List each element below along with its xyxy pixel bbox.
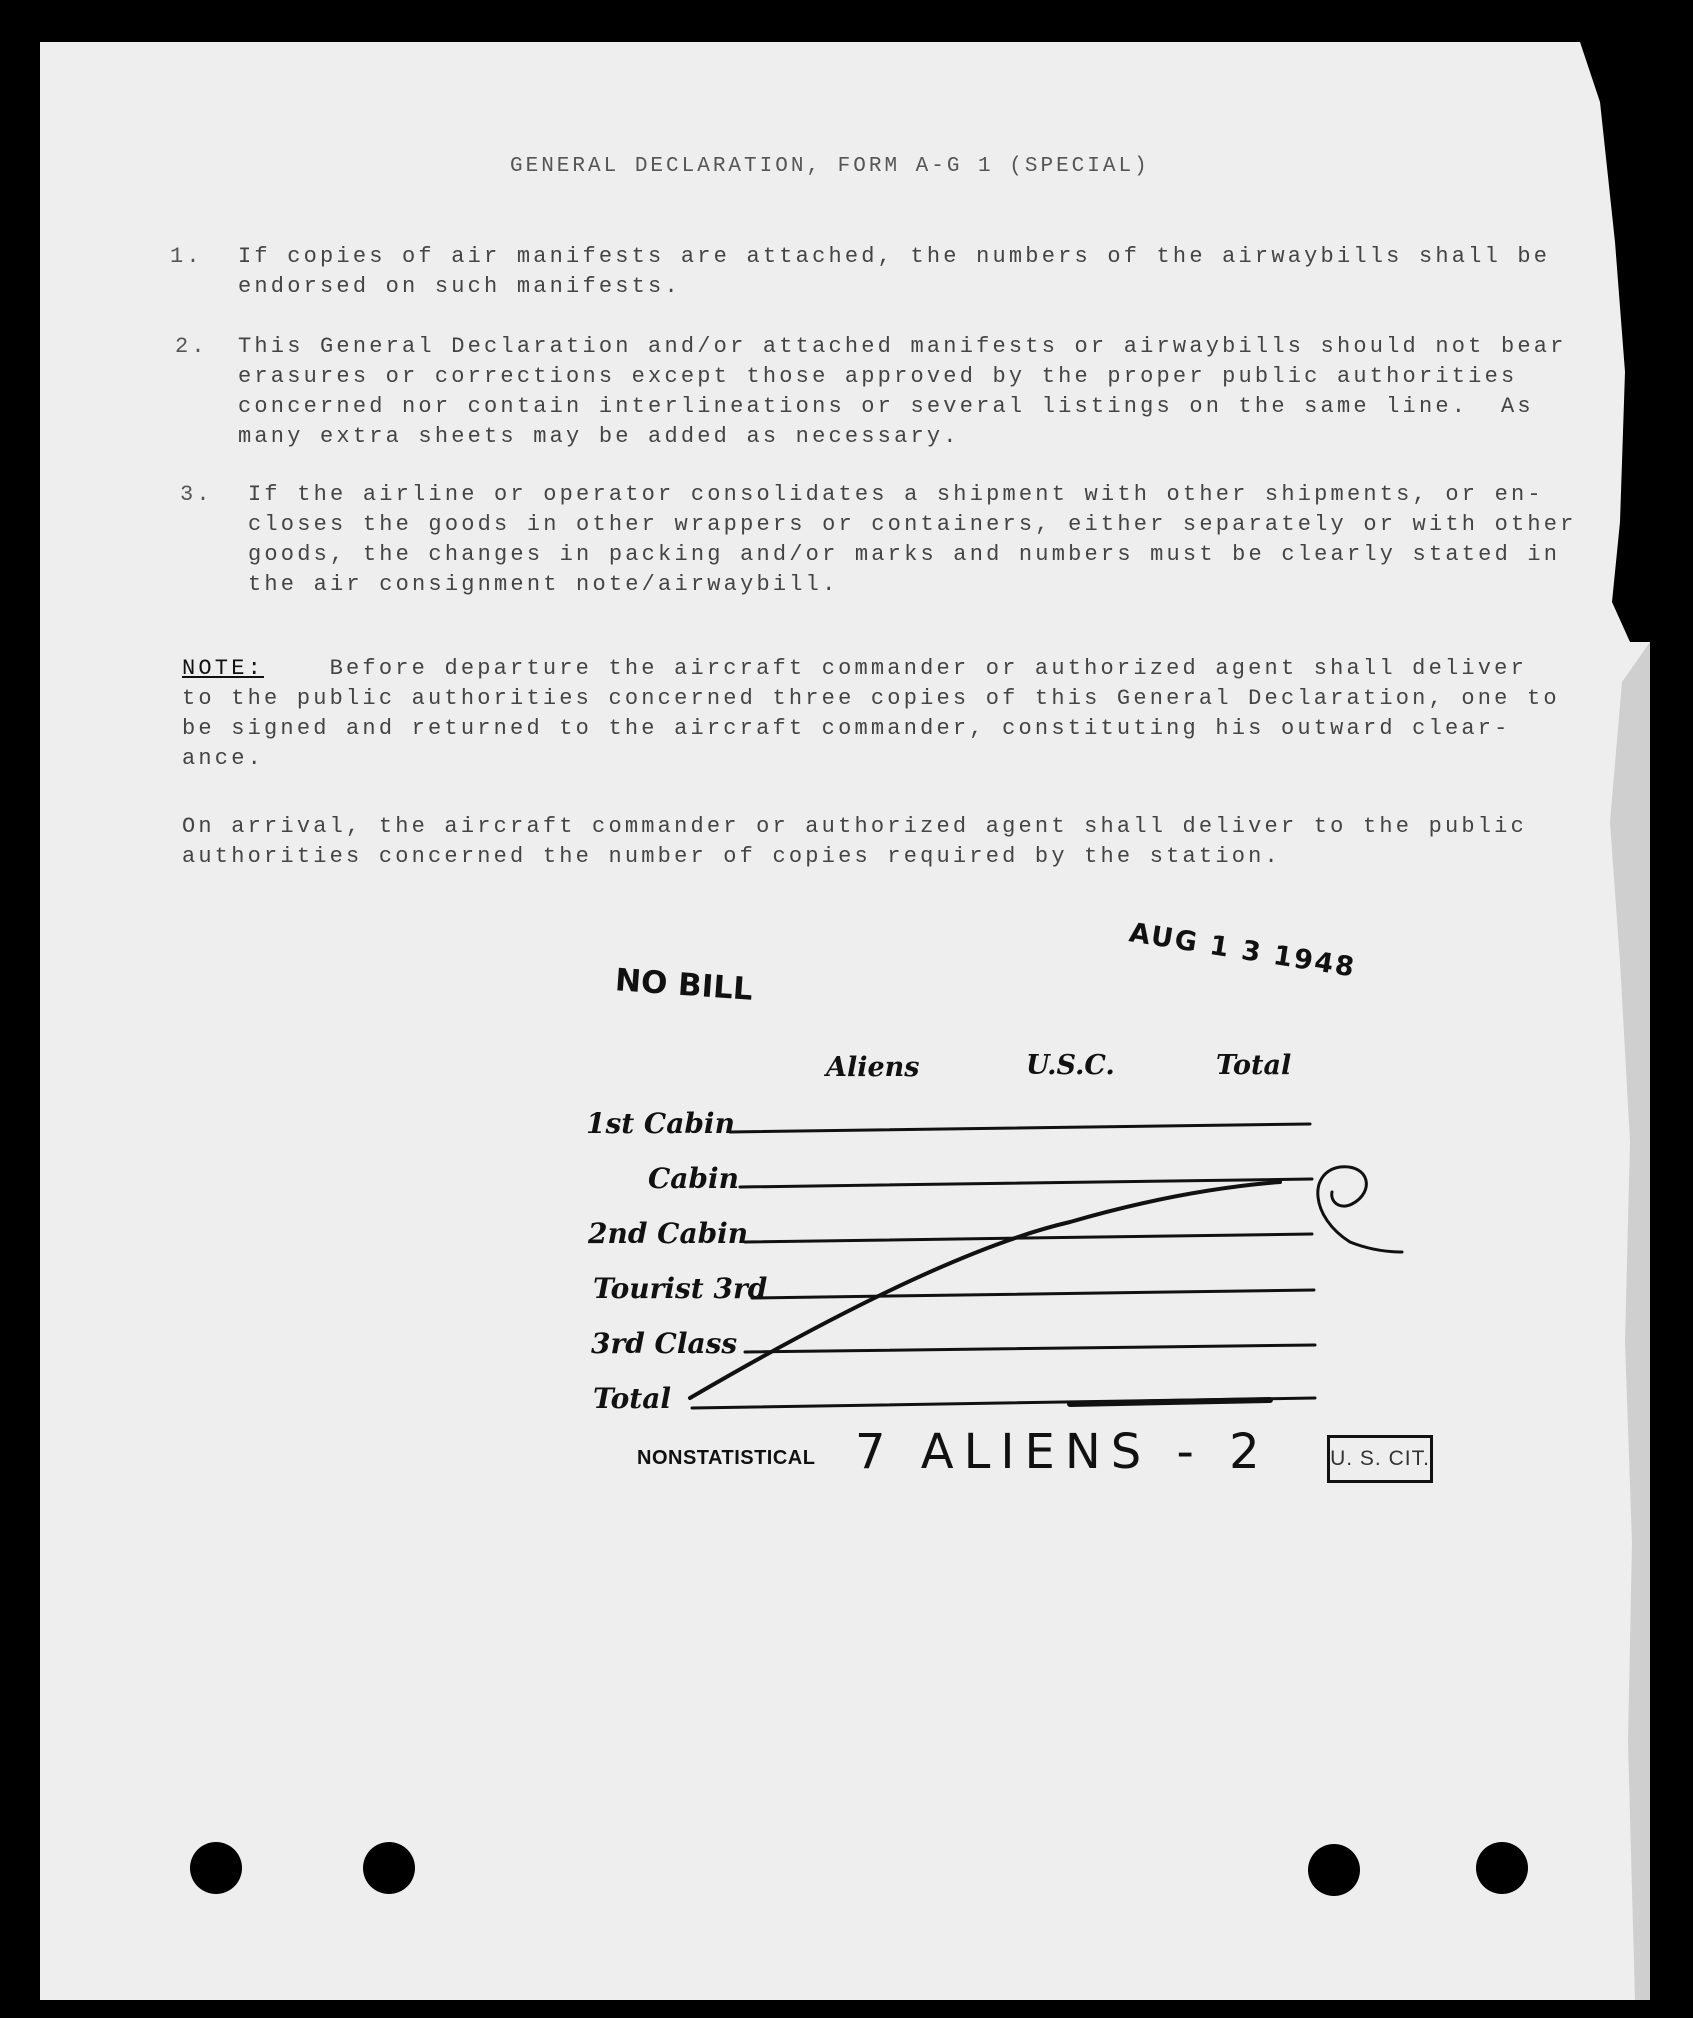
- item-line: This General Declaration and/or attached manifests or airwaybills should not bear: [238, 334, 1567, 359]
- item-line: concerned nor contain interlineations or several listings on the same line. As: [238, 394, 1534, 419]
- item-number: 2.: [175, 334, 208, 359]
- column-header-aliens: Aliens: [826, 1052, 920, 1083]
- note-first-line: Before departure the aircraft commander or authorized agent shall deliver: [264, 656, 1527, 681]
- item-line: the air consignment note/airwaybill.: [248, 572, 839, 597]
- document-page: [40, 42, 1650, 2000]
- rule-tourist-3rd: [752, 1290, 1314, 1298]
- row-label-tourist-3rd: Tourist 3rd: [593, 1272, 768, 1305]
- circled-mark-tail: [1350, 1242, 1402, 1252]
- note-label: NOTE:: [182, 656, 265, 681]
- rule-total-bold: [1070, 1400, 1270, 1404]
- handwritten-count: 7 ALIENS - 2: [855, 1424, 1270, 1480]
- date-stamp: AUG 1 3 1948: [1126, 917, 1359, 984]
- punch-hole: [1308, 1844, 1360, 1896]
- item-line: If the airline or operator consolidates a shipment with other shipments, or en-: [248, 482, 1544, 507]
- us-cit-box: U. S. CIT.: [1327, 1435, 1433, 1483]
- item-line: If copies of air manifests are attached, the numbers of the airwaybills shall be: [238, 244, 1551, 269]
- note-line: ance.: [182, 746, 265, 771]
- rule-1st-cabin: [730, 1124, 1310, 1132]
- arrival-line: authorities concerned the number of copies required by the station.: [182, 844, 1281, 869]
- no-bill-stamp: NO BILL: [613, 962, 754, 1008]
- tally-lines: [40, 42, 1650, 2000]
- row-label-cabin: Cabin: [648, 1162, 739, 1195]
- item-line: closes the goods in other wrappers or containers, either separately or with other: [248, 512, 1577, 537]
- item-line: erasures or corrections except those approved by the proper public authorities: [238, 364, 1518, 389]
- column-header-total: Total: [1216, 1050, 1292, 1081]
- note-line: to the public authorities concerned three copies of this General Declaration, one to: [182, 686, 1560, 711]
- row-label-2nd-cabin: 2nd Cabin: [588, 1217, 749, 1250]
- rule-cabin: [740, 1179, 1312, 1187]
- form-title: GENERAL DECLARATION, FORM A-G 1 (SPECIAL): [510, 155, 1150, 178]
- item-line: goods, the changes in packing and/or marks and numbers must be clearly stated in: [248, 542, 1561, 567]
- arrival-line: On arrival, the aircraft commander or authorized agent shall deliver to the public: [182, 814, 1527, 839]
- item-line: endorsed on such manifests.: [238, 274, 681, 299]
- note-line: be signed and returned to the aircraft commander, constituting his outward clear-: [182, 716, 1511, 741]
- item-number: 3.: [180, 482, 213, 507]
- item-number: 1.: [170, 244, 203, 269]
- row-label-total: Total: [593, 1382, 672, 1415]
- row-label-3rd-class: 3rd Class: [591, 1327, 738, 1360]
- nonstatistical-label: NONSTATISTICAL: [637, 1447, 816, 1469]
- punch-hole: [190, 1842, 242, 1894]
- column-header-usc: U.S.C.: [1026, 1050, 1115, 1081]
- row-label-1st-cabin: 1st Cabin: [586, 1107, 735, 1140]
- circled-mark: [1318, 1167, 1367, 1242]
- diagonal-strike: [690, 1182, 1280, 1398]
- item-line: many extra sheets may be added as necessary.: [238, 424, 960, 449]
- punch-hole: [363, 1842, 415, 1894]
- rule-3rd-class: [745, 1345, 1315, 1352]
- punch-hole: [1476, 1842, 1528, 1894]
